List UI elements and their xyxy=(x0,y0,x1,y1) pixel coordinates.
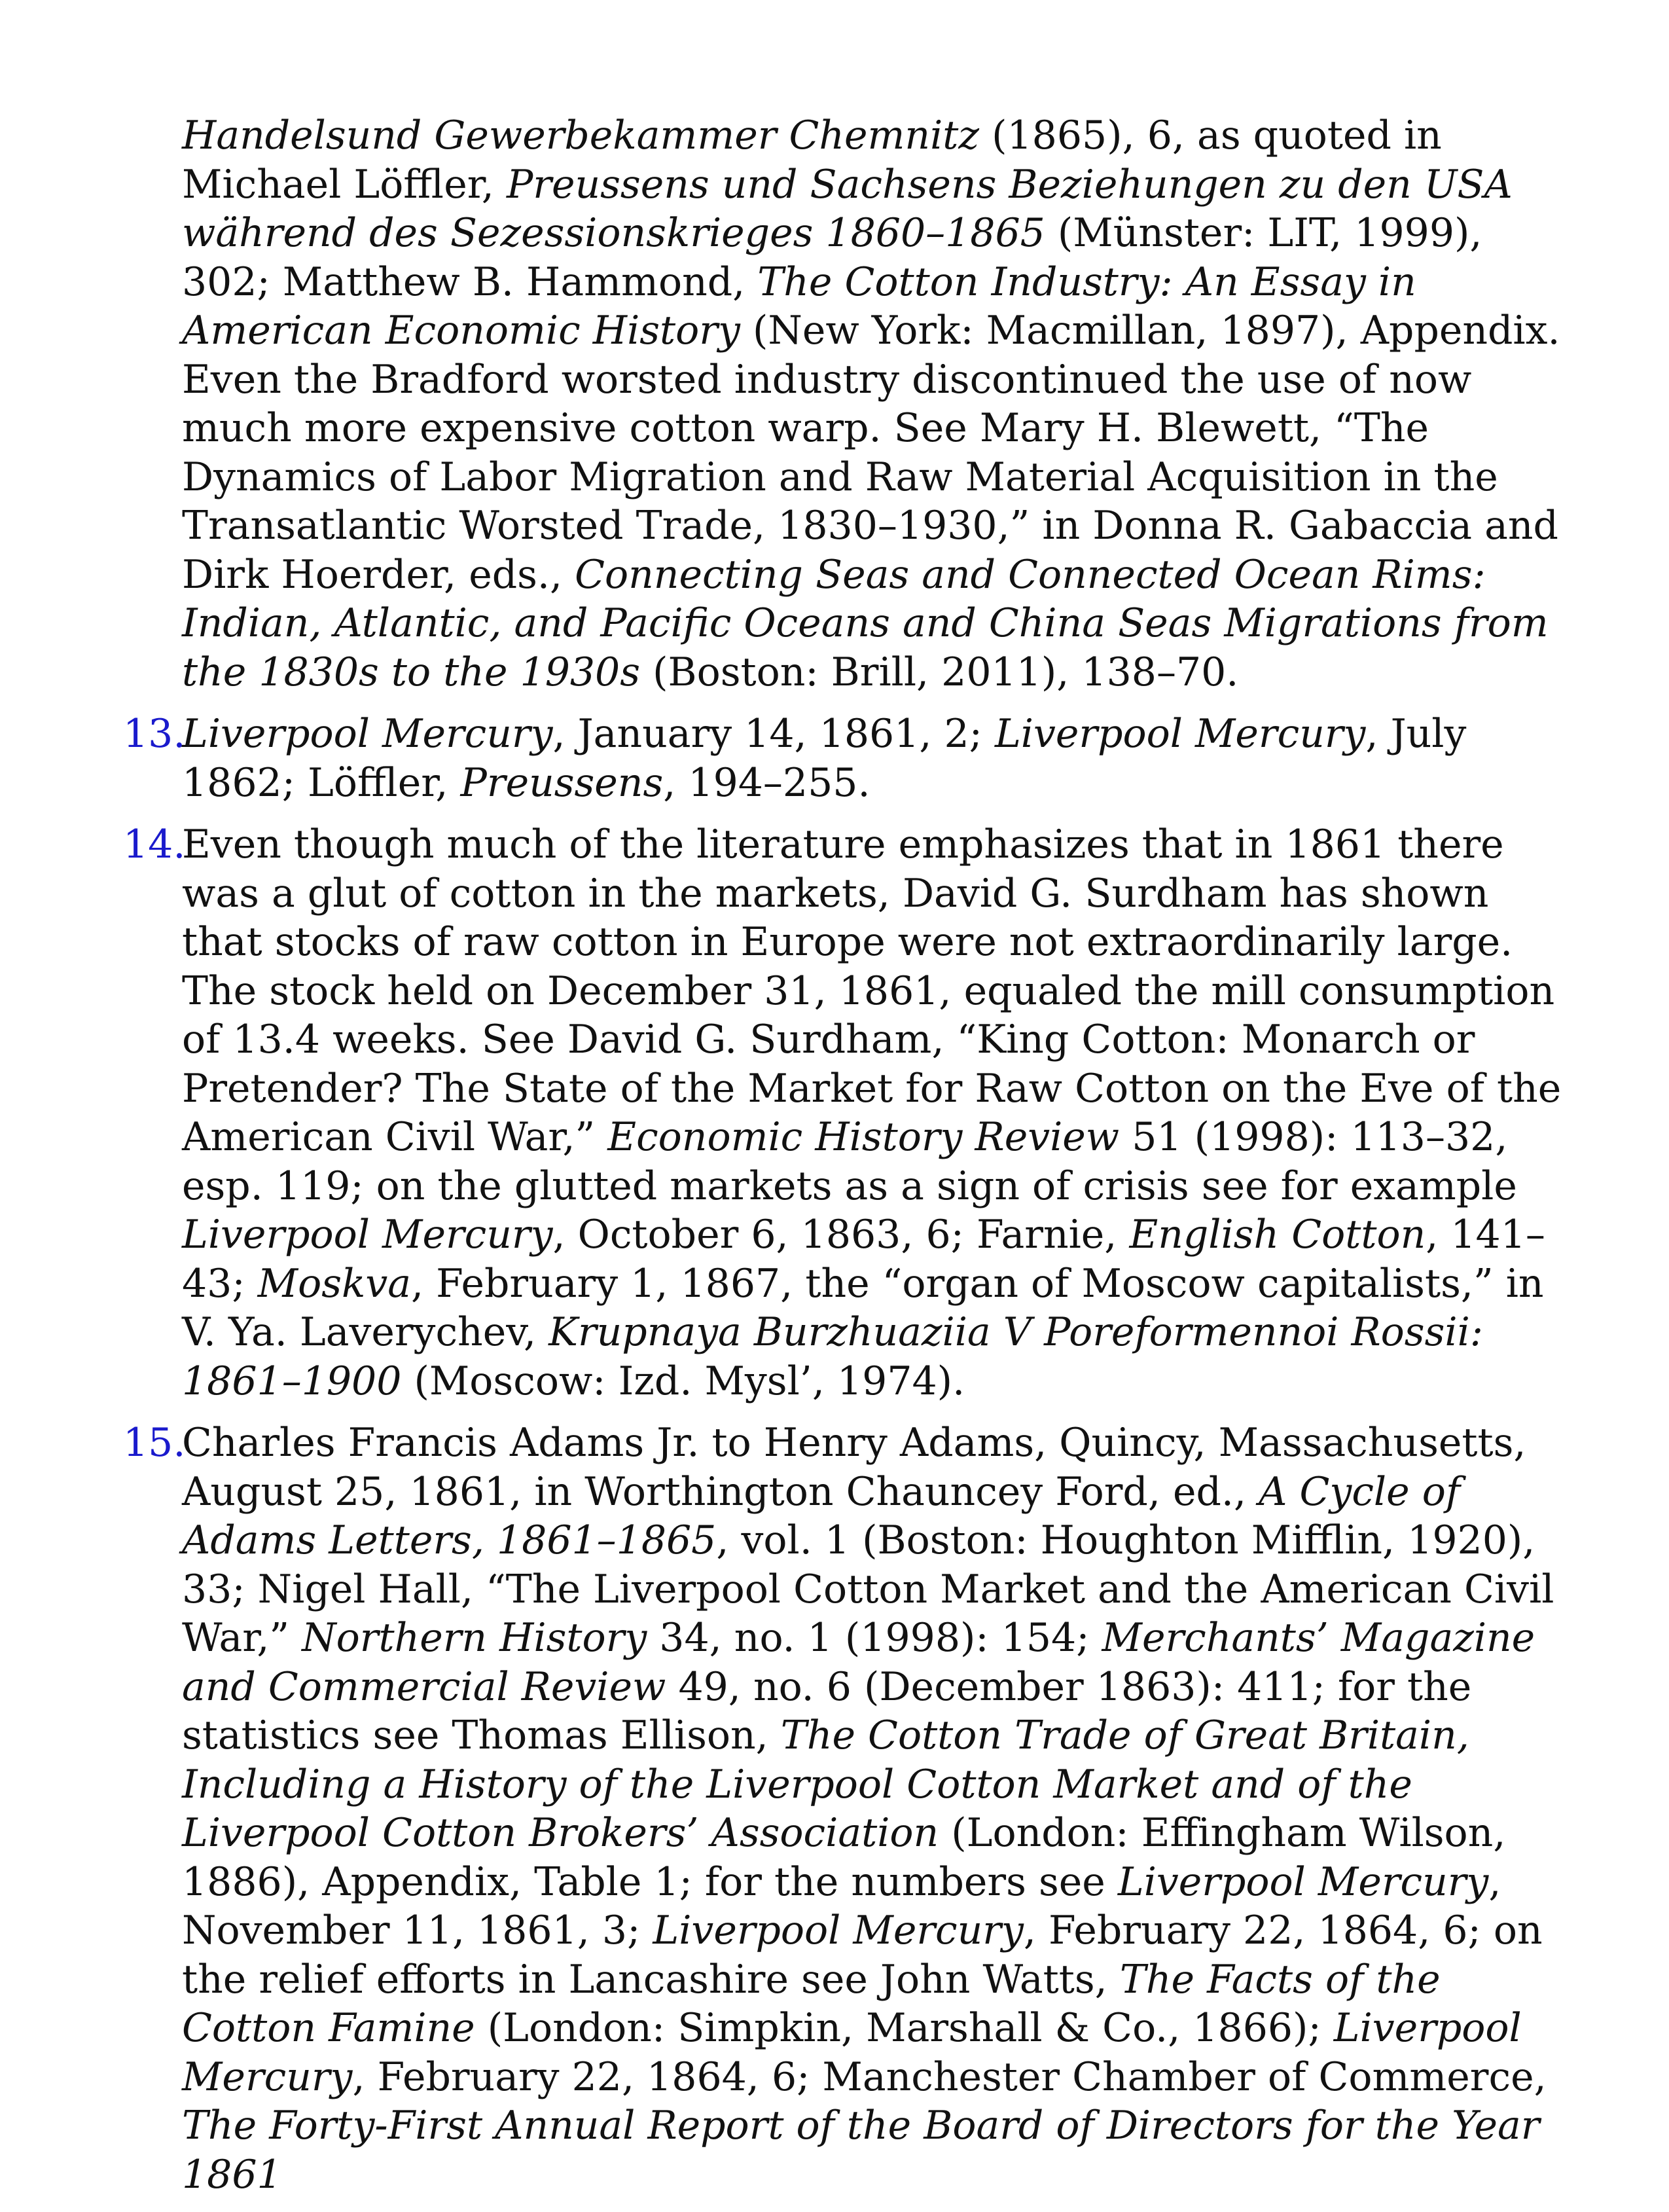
text-run: (New York: Macmillan, 1897), Appendix. Even the Bradford worsted industry discontinued the use of now much more expensive cotton warp. See Mary H. Blewett, “The Dynamics of Labor Migration and Raw Material Acquisition in the Transatlantic Worsted Trade, 1830–1930,” in Donna R. Gabaccia and Dirk Hoerder, eds., xyxy=(182,308,1560,598)
text-run: , February 22, 1864, 6; Manchester Chamber of Commerce, xyxy=(352,2054,1547,2100)
italic-run: Preussens und Sachsens Beziehungen zu den USA während des Sezessionskrieges 1860–1865 xyxy=(182,161,1513,256)
text-run: , October 6, 1863, 6; Farnie, xyxy=(552,1212,1130,1258)
text-run: , February 22, 1864, 6; on the relief efforts in Lancashire see John Watts, xyxy=(182,1908,1543,2003)
endnote-number-link[interactable]: 13. xyxy=(123,711,186,757)
text-run: (London: Effingham Wilson, 1886), Appendix, Table 1; for the numbers see xyxy=(182,1810,1506,1905)
text-run: (London: Simpkin, Marshall & Co., 1866); xyxy=(475,2005,1334,2051)
italic-run: Liverpool Mercury xyxy=(182,1212,553,1258)
text-run: , February 1, 1867, the “organ of Moscow capitalists,” in V. Ya. Laverychev, xyxy=(182,1260,1544,1355)
endnote-number-link[interactable]: 14. xyxy=(123,822,186,867)
endnote-text xyxy=(182,820,1563,1405)
italic-run: Liverpool Mercury xyxy=(1117,1858,1489,1905)
italic-run: English Cotton xyxy=(1129,1212,1426,1258)
text-run: 49, no. 6 (December 1863): 411; for the statistics see Thomas Ellison, xyxy=(182,1663,1472,1758)
italic-run: Preussens xyxy=(460,759,664,806)
endnote-13 xyxy=(117,710,1563,807)
italic-run: Krupnaya Burzhuaziia V Poreformennoi Rossii: 1861–1900 xyxy=(182,1309,1483,1404)
text-run: , January 14, 1861, 2; xyxy=(552,711,995,757)
italic-run: Liverpool Mercury xyxy=(653,1908,1024,1953)
text-run: , 194–255. xyxy=(663,759,870,806)
italic-run: A Cycle of Adams Letters, 1861–1865 xyxy=(182,1468,1461,1563)
italic-run: Handelsund Gewerbekammer Chemnitz xyxy=(182,113,979,158)
endnote-12-continuation xyxy=(117,111,1563,697)
endnote-15 xyxy=(117,1419,1563,2199)
endnote-number-link[interactable]: 15. xyxy=(123,1420,186,1466)
text-run: , vol. 1 (Boston: Houghton Mifflin, 1920), 33; Nigel Hall, “The Liverpool Cotton Market and the American Civil War,” xyxy=(182,1517,1554,1661)
text-run: (Boston: Brill, 2011), 138–70. xyxy=(640,649,1239,695)
italic-run: Liverpool Mercury xyxy=(994,711,1366,757)
italic-run: Northern History xyxy=(302,1615,647,1661)
endnotes-list xyxy=(117,111,1563,2212)
text-run: (1865), 6, as quoted in Michael Löffler, xyxy=(182,113,1442,208)
endnote-text xyxy=(182,111,1563,697)
italic-run: Liverpool Mercury xyxy=(182,2005,1522,2100)
italic-run: Moskva xyxy=(257,1260,412,1307)
italic-run: The Cotton Trade of Great Britain, Including a History of the Liverpool Cotton Market and of the Liverpool Cotton Brokers’ Association xyxy=(182,1713,1469,1856)
text-run: Even though much of the literature emphasizes that in 1861 there was a glut of cotton in the markets, David G. Surdham has shown that stocks of raw cotton in Europe were not extraordinarily large. The stock held on December 31, 1861, equaled the mill consumption of 13.4 weeks. See David G. Surdham, “King Cotton: Monarch or Pretender? The State of the Market for Raw Cotton on the Eve of the American Civil War,” xyxy=(182,822,1562,1160)
text-run: Charles Francis Adams Jr. to Henry Adams, Quincy, Massachusetts, August 25, 1861, in Worthington Chauncey Ford, ed., xyxy=(182,1420,1526,1515)
text-run: 51 (1998): 113–32, esp. 119; on the glutted markets as a sign of crisis see for example xyxy=(182,1114,1517,1209)
endnote-14 xyxy=(117,820,1563,1405)
italic-run: Connecting Seas and Connected Ocean Rims: Indian, Atlantic, and Pacific Oceans and China Seas Migrations from the 1830s to the 1930s xyxy=(182,551,1549,695)
italic-run: The Cotton Industry: An Essay in American Economic History xyxy=(182,259,1416,354)
text-run: (Moscow: Izd. Mysl’, 1974). xyxy=(401,1358,965,1404)
text-run: , November 11, 1861, 3; xyxy=(182,1858,1501,1953)
italic-run: Economic History Review xyxy=(607,1114,1120,1160)
text-run: 34, no. 1 (1998): 154; xyxy=(647,1615,1102,1661)
italic-run: Merchants’ Magazine and Commercial Review xyxy=(182,1615,1535,1710)
italic-run: The Forty-First Annual Report of the Board of Directors for the Year 1861 xyxy=(182,2103,1540,2198)
italic-run: The Facts of the Cotton Famine xyxy=(182,1956,1441,2051)
text-run: (Münster: LIT, 1999), 302; Matthew B. Hammond, xyxy=(182,210,1482,305)
italic-run: Liverpool Mercury xyxy=(182,711,553,757)
text-run: , July 1862; Löffler, xyxy=(182,711,1467,806)
text-run: , 141–43; xyxy=(182,1212,1545,1307)
endnote-text xyxy=(182,710,1563,807)
endnote-text xyxy=(182,1419,1563,2199)
